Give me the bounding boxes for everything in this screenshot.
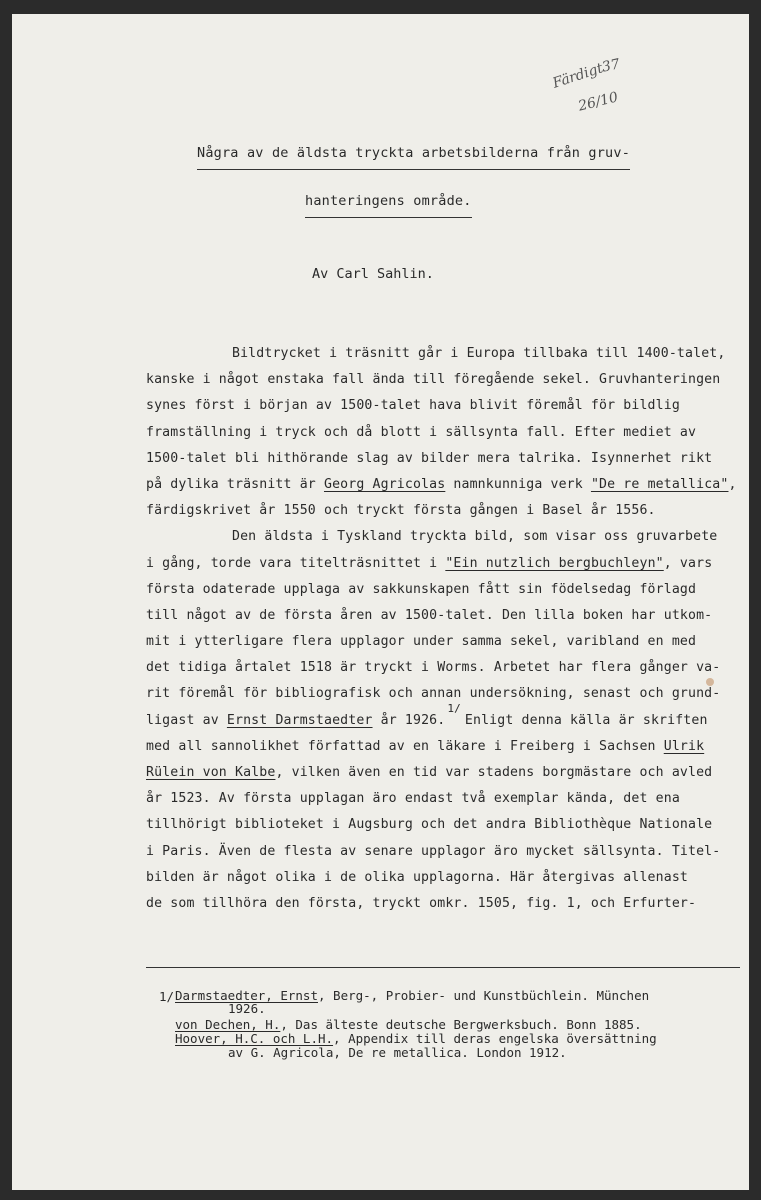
text-span: Enligt denna källa är skriften [464,712,708,728]
title-line-2: hanteringens område. [305,193,472,218]
text-span: med all sannolikhet författad av en läkare i Freiberg i Sachsen [146,738,664,754]
text-span: ligast av [146,712,227,728]
footnote-text: , Das älteste deutsche Bergwerksbuch. Bonn 1885. [280,1017,642,1032]
underlined-title: "Ein nutzlich bergbuchleyn" [445,555,664,571]
text-line: Bildtrycket i träsnitt går i Europa tillbaka till 1400-talet, [232,346,726,361]
text-span: år 1926. [372,712,446,728]
footnote-author: Hoover, H.C. och L.H. [175,1031,334,1046]
text-line: 1500-talet bli hithörande slag av bilder mera talrika. Isynnerhet rikt [146,450,713,466]
text-line [146,551,746,577]
text-line: synes först i början av 1500-talet hava blivit föremål för bildlig [146,398,680,414]
text-line: kanske i något enstaka fall ända till föregående sekel. Gruvhanteringen [146,372,721,388]
footnote-author: von Dechen, H. [175,1017,281,1032]
body-text [146,341,746,917]
text-line: mit i ytterligare flera upplagor under samma sekel, varibland en med [146,634,697,650]
annotation-line-3: 26/10 [576,89,620,115]
author-line: Av Carl Sahlin. [312,266,434,282]
text-span: , [728,476,737,492]
text-line: de som tillhöra den första, tryckt omkr. 1505, fig. 1, och Erfurter- [146,895,697,911]
text-span: namnkunniga verk [445,476,591,492]
text-line [146,472,746,498]
underlined-name: Ulrik [663,738,705,754]
title-line-1: Några av de äldsta tryckta arbetsbilderna från gruv- [197,145,630,170]
footnote-line: 1926. [228,1001,266,1016]
footnote-marker: 1/ [159,989,175,1004]
text-span: , vars [663,555,713,571]
underlined-name: Rülein von Kalbe [146,765,276,780]
text-span: i gång, torde vara titelträsnittet i [146,555,446,571]
footnote-author: Darmstaedter, Ernst [175,988,318,1003]
text-line: det tidiga årtalet 1518 är tryckt i Worms. Arbetet har flera gånger va- [146,660,721,676]
text-span: på dylika träsnitt är [146,476,324,492]
footnote-line [175,1032,657,1046]
footnote-line: av G. Agricola, De re metallica. London 1912. [228,1045,567,1060]
text-line [146,760,746,786]
text-line: till något av de första åren av 1500-talet. Den lilla boken har utkom- [146,607,713,623]
paper-stain [706,678,714,686]
footnote-divider [146,967,740,968]
text-line: Den äldsta i Tyskland tryckta bild, som visar oss gruvarbete [232,529,718,545]
footnote-reference: 1/ [447,701,461,715]
text-line [146,734,746,760]
annotation-line-1: Färdigt [550,60,606,92]
text-line: framställning i tryck och då blott i sällsynta fall. Efter mediet av [146,424,697,440]
text-span: , vilken även en tid var stadens borgmästare och avled [275,765,713,780]
underlined-name: Georg Agricolas [323,476,446,492]
footnote-text: , Berg-, Probier- und Kunstbüchlein. München [318,988,650,1003]
annotation-line-2: 37 [600,56,622,76]
footnote-line [175,1018,642,1032]
handwritten-annotation [552,56,652,126]
text-line [146,701,746,734]
text-line: i Paris. Även de flesta av senare upplagor äro mycket sällsynta. Titel- [146,843,721,859]
text-line: år 1523. Av första upplagan äro endast två exemplar kända, det ena [146,791,680,807]
text-line: första odaterade upplaga av sakkunskapen fått sin födelsedag förlagd [146,581,697,597]
text-line: bilden är något olika i de olika upplagorna. Här återgivas allenast [146,869,688,885]
text-line: rit föremål för bibliografisk och annan undersökning, senast och grund- [146,686,721,702]
document-page [12,14,749,1190]
footnote-text: , Appendix till deras engelska översättning [333,1031,657,1046]
underlined-name: Ernst Darmstaedter [226,712,373,728]
text-line: tillhörigt biblioteket i Augsburg och det andra Bibliothèque Nationale [146,817,713,833]
underlined-title: "De re metallica" [590,476,729,492]
text-line: färdigskrivet år 1550 och tryckt första gången i Basel år 1556. [146,503,656,519]
